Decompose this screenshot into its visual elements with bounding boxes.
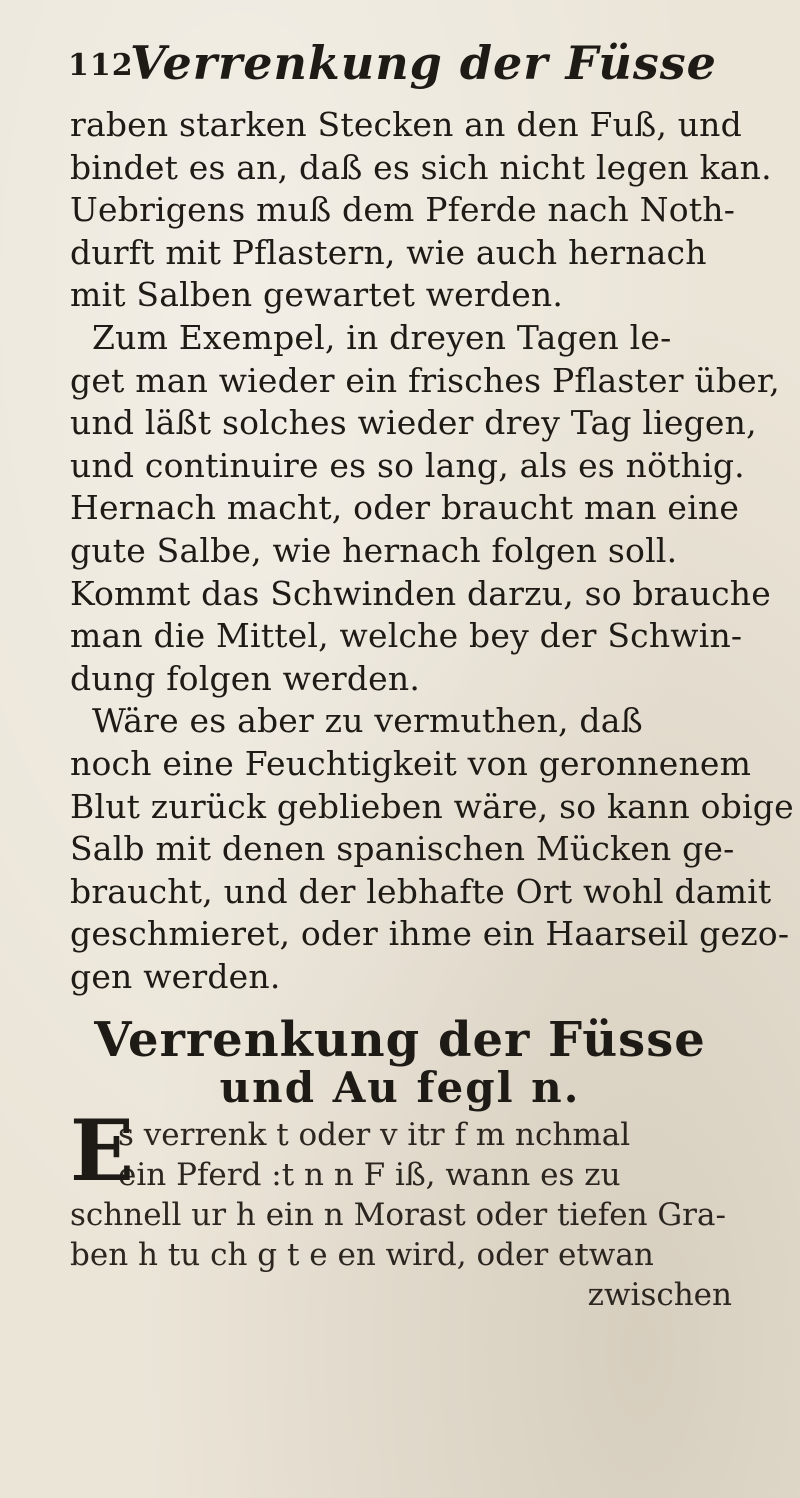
- section-heading: Verrenkung der Füsse: [94, 1012, 706, 1068]
- text-line: geschmieret, oder ihme ein Haarseil gezo-: [70, 914, 790, 954]
- text-line: Wäre es aber zu vermuthen, daß: [92, 701, 643, 741]
- text-line: gute Salbe, wie hernach folgen soll.: [70, 530, 678, 570]
- text-line: get man wieder ein frisches Pflaster über,: [70, 360, 780, 400]
- text-line: Zum Exempel, in dreyen Tagen le-: [92, 317, 672, 357]
- text-line: gen werden.: [70, 956, 281, 996]
- page-header: [68, 30, 748, 100]
- text-line: Blut zurück geblieben wäre, so kann obige: [70, 786, 794, 826]
- text-line: dung folgen werden.: [70, 658, 421, 698]
- text-line: Hernach macht, oder braucht man eine: [70, 488, 740, 528]
- text-line: s verrenk t oder v itr f m nchmal: [118, 1117, 631, 1153]
- text-line: Kommt das Schwinden darzu, so brauche: [70, 573, 771, 613]
- text-line: Uebrigens muß dem Pferde nach Noth-: [70, 190, 736, 230]
- text-line: und läßt solches wieder drey Tag liegen,: [70, 403, 757, 443]
- text-line: braucht, und der lebhafte Ort wohl damit: [70, 871, 772, 911]
- running-title: Verrenkung der Füsse: [130, 36, 717, 90]
- body-text: [70, 104, 794, 998]
- text-line: ein Pferd :t n n F iß, wann es zu: [118, 1157, 621, 1193]
- text-line: schnell ur h ein n Morast oder tiefen Gra-: [70, 1197, 726, 1233]
- text-line: man die Mittel, welche bey der Schwin-: [70, 616, 743, 656]
- section-subheading: und Au fegl n.: [219, 1063, 581, 1112]
- text-line: ben h tu ch g t e en wird, oder etwan: [70, 1237, 654, 1273]
- text-line: Salb mit denen spanischen Mücken ge-: [70, 829, 735, 869]
- text-line: bindet es an, daß es sich nicht legen kan.: [70, 147, 772, 187]
- section-body: [70, 1101, 760, 1315]
- catchword: zwischen: [587, 1277, 732, 1313]
- text-line: und continuire es so lang, als es nöthig.: [70, 445, 745, 485]
- text-line: raben starken Stecken an den Fuß, und: [70, 105, 742, 144]
- text-line: mit Salben gewartet werden.: [70, 275, 564, 315]
- text-line: durft mit Pflastern, wie auch hernach: [70, 232, 707, 272]
- text-line: noch eine Feuchtigkeit von geronnenem: [70, 743, 752, 783]
- drop-cap: E: [70, 1101, 135, 1200]
- page-number: 112: [68, 48, 134, 83]
